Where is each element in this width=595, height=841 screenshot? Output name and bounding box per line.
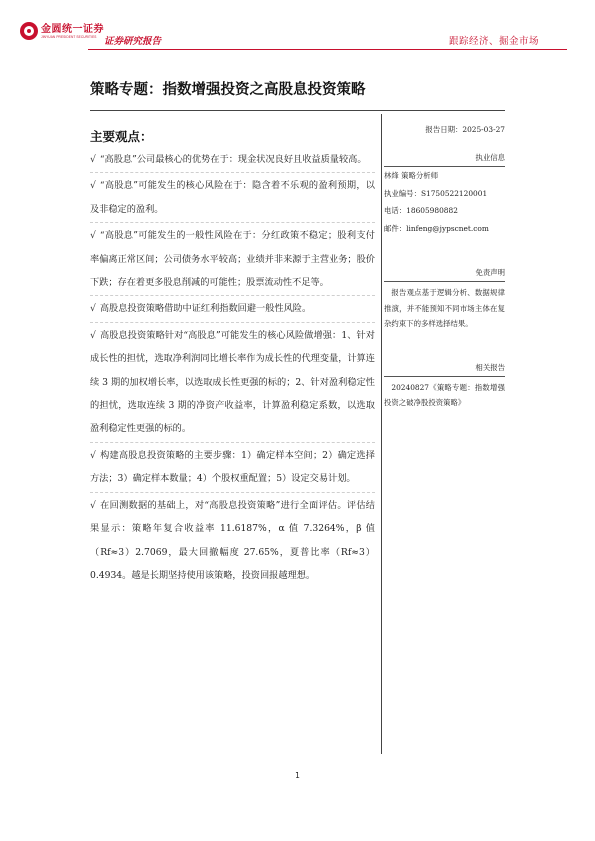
main-point (90, 297, 375, 322)
check-icon: √ (90, 230, 96, 242)
check-icon: √ (90, 329, 96, 341)
main-points-heading: 主要观点： (90, 129, 153, 144)
related-reports-title: 相关报告 (384, 362, 505, 377)
main-point-text: 在回测数据的基础上，对“高股息投资策略”进行全面评估。评估结果显示：策略年复合收益率 11.6187%，α 值 7.3264%，β 值（Rf≈3）2.7069，最大回撤幅度 27.65%，夏普比率（Rf≈3）0.4934。越是长期坚持使用该策略，投资回报越理想。 (90, 499, 375, 581)
title-divider (90, 110, 505, 111)
document-title: 策略专题：指数增强投资之高股息投资策略 (90, 82, 366, 98)
header-slogan: 跟踪经济、掘金市场 (448, 36, 539, 47)
main-point (90, 148, 375, 173)
analyst-email[interactable]: 邮件：linfeng@jypscnet.com (384, 223, 489, 233)
check-icon: √ (90, 499, 96, 511)
report-date: 报告日期：2025-03-27 (425, 125, 505, 134)
main-point (90, 224, 375, 296)
analyst-info-title: 执业信息 (384, 152, 505, 167)
logo-emblem-icon (20, 22, 38, 40)
main-point (90, 174, 375, 223)
related-report-link[interactable]: 20240827《策略专题：指数增强投资之破净股投资策略》 (384, 382, 505, 407)
analyst-name: 林烽 策略分析师 (384, 171, 439, 180)
check-icon: √ (90, 154, 96, 165)
main-point (90, 444, 375, 493)
main-point (90, 324, 375, 443)
main-point (90, 494, 375, 589)
analyst-phone: 电话：18605980882 (384, 206, 458, 215)
check-icon: √ (90, 303, 96, 315)
report-type-label: 证券研究报告 (104, 36, 162, 47)
header-divider (88, 49, 567, 50)
main-point-text: 高股息投资策略针对“高股息”可能发生的核心风险做增强：1、针对成长性的担忧，选取净利润同比增长率作为成长性的代理变量，计算连续 3 期的加权增长率，以选取成长性更强的标的；2、针对盈利稳定性的担忧，选取连续 3 期的净资产收益率，计算盈利稳定系数，以选取盈利稳定性更强的标的。 (90, 329, 375, 435)
main-point-text: “高股息”可能发生的一般性风险在于：分红政策不稳定；股利支付率偏离正常区间；公司债务水平较高；业绩并非来源于主营业务；股价下跌；存在着更多股息削减的可能性；股票流动性不足等。 (90, 230, 375, 289)
logo-english-name: JINYUAN PRESIDENT SECURITIES (41, 34, 97, 39)
disclaimer-text: 报告观点基于逻辑分析、数据规律推演，并不能预知不同市场主体在复杂约束下的多样选择结果。 (384, 288, 505, 328)
page-number: 1 (295, 771, 300, 780)
logo-chinese-name: 金圆统一证券 (41, 23, 104, 35)
sidebar (384, 124, 505, 411)
company-logo (20, 20, 104, 42)
column-divider (381, 114, 382, 754)
main-point-text: “高股息”公司最核心的优势在于：现金状况良好且收益质量较高。 (99, 154, 367, 165)
main-point-text: “高股息”可能发生的核心风险在于：隐含着不乐观的盈利预期，以及非稳定的盈利。 (90, 180, 375, 215)
main-point-text: 构建高股息投资策略的主要步骤：1）确定样本空间；2）确定选择方法；3）确定样本数量；4）个股权重配置；5）设定交易计划。 (90, 449, 375, 485)
check-icon: √ (90, 449, 96, 461)
disclaimer-title: 免责声明 (384, 267, 505, 282)
main-point-text: 高股息投资策略借助中证红利指数回避一般性风险。 (99, 303, 312, 315)
main-points-list (90, 148, 375, 589)
analyst-license: 执业编号：S1750522120001 (384, 188, 488, 198)
check-icon: √ (90, 180, 96, 192)
